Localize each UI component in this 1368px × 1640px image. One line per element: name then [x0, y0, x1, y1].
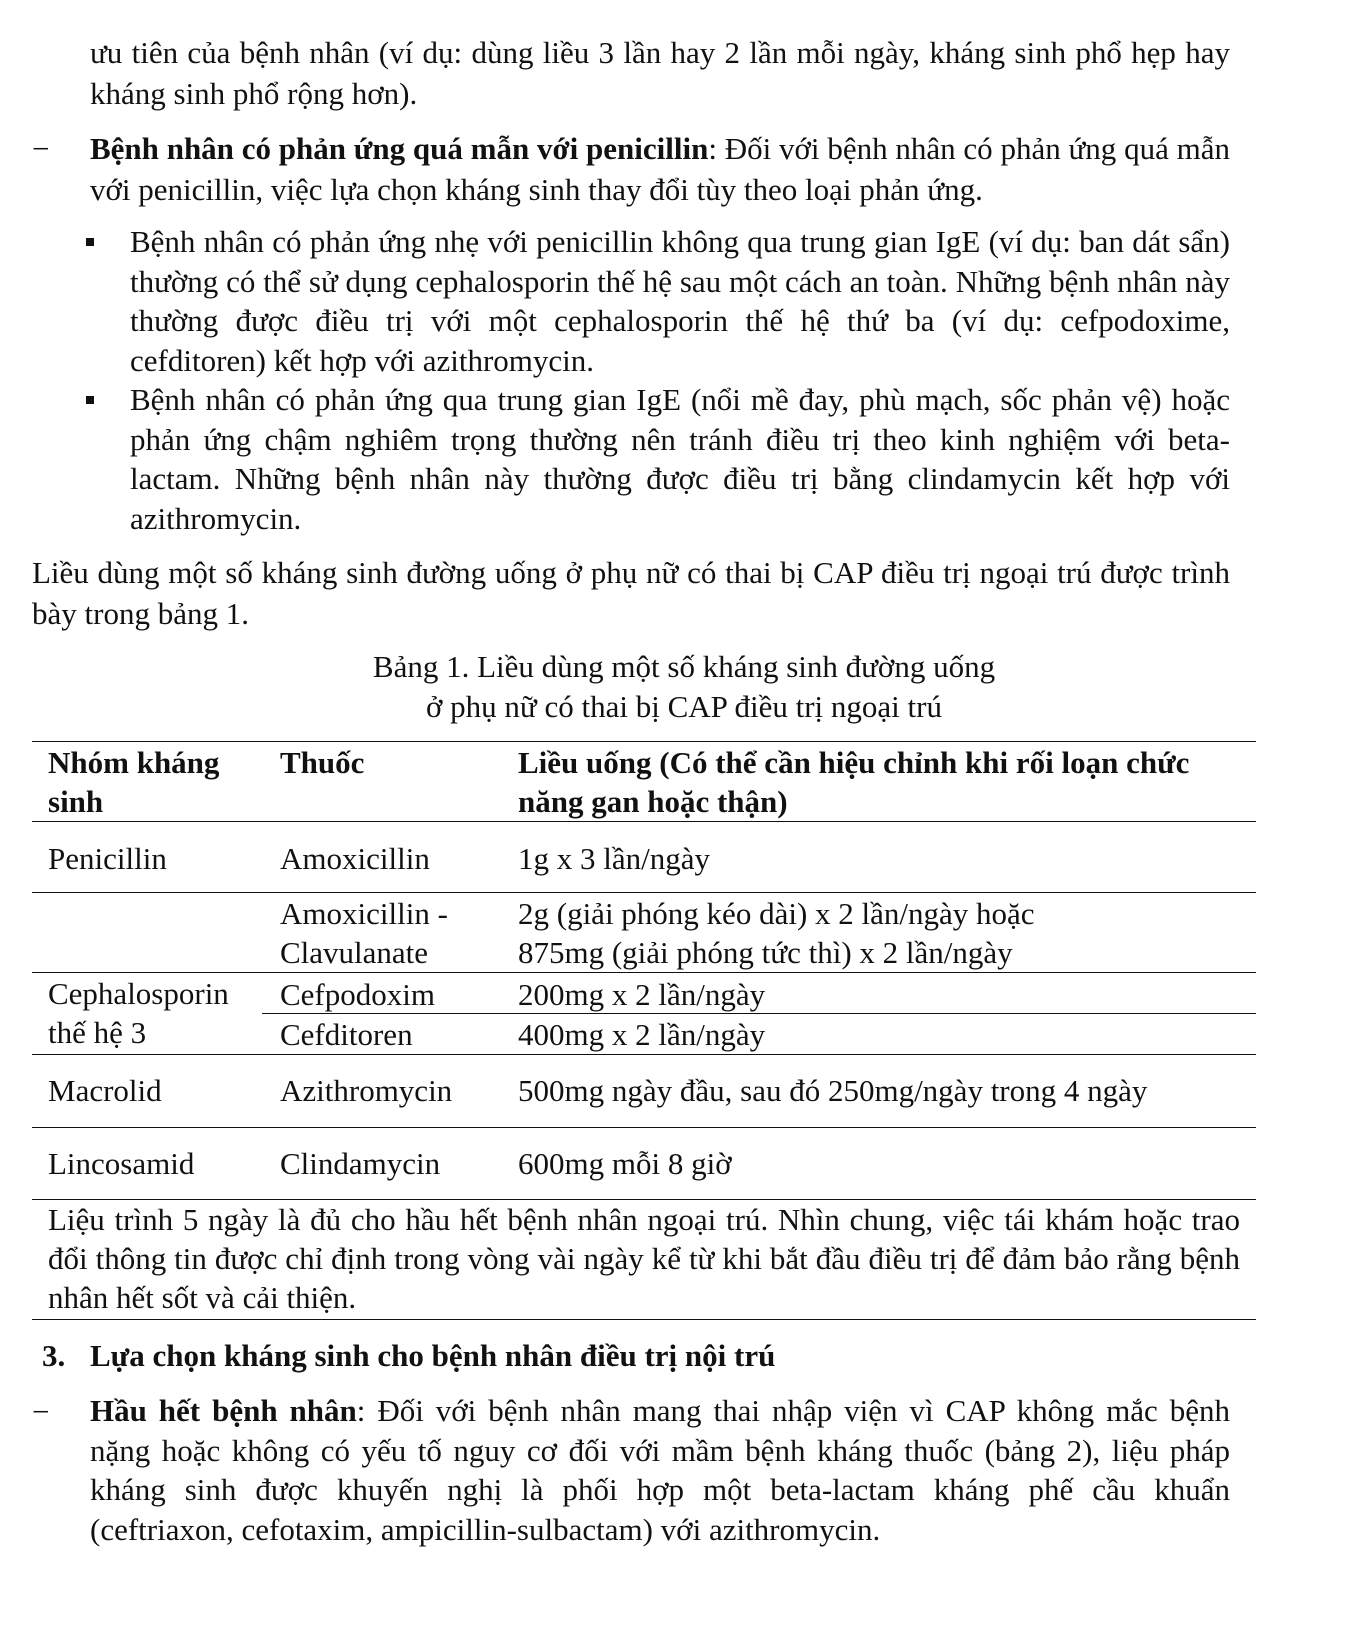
table-header-rule [32, 821, 1256, 822]
penicillin-allergy-paragraph [90, 128, 1230, 210]
most-patients-title: Hầu hết bệnh nhân [90, 1393, 357, 1428]
table-cell-group: Penicillin [48, 841, 167, 876]
table-cell-dose: 500mg ngày đầu, sau đó 250mg/ngày trong 4 ngày [518, 1073, 1148, 1108]
table-cell-drug: Cefditoren [280, 1017, 413, 1052]
table-caption-line1: Bảng 1. Liều dùng một số kháng sinh đường uống [372, 649, 996, 684]
intro-continuation: ưu tiên của bệnh nhân (ví dụ: dùng liều 3 lần hay 2 lần mỗi ngày, kháng sinh phổ hẹp hay kháng sinh phổ rộng hơn). [90, 35, 1230, 111]
table-cell-group: Lincosamid [48, 1146, 195, 1181]
table-cell-drug: Clindamycin [280, 1146, 441, 1181]
table-cell-drug: Azithromycin [280, 1073, 453, 1108]
dash-bullet: − [32, 1394, 50, 1429]
table-cell-group: Cephalosporin thế hệ 3 [48, 976, 229, 1050]
table-cell-drug: Cefpodoxim [280, 977, 435, 1012]
dosing-paragraph: Liều dùng một số kháng sinh đường uống ở phụ nữ có thai bị CAP điều trị ngoại trú được trình bày trong bảng 1. [32, 555, 1230, 631]
table-cell-dose: 400mg x 2 lần/ngày [518, 1017, 766, 1052]
section-heading: Lựa chọn kháng sinh cho bệnh nhân điều trị nội trú [90, 1338, 776, 1373]
sub-item-ige-reaction: Bệnh nhân có phản ứng qua trung gian IgE (nổi mề đay, phù mạch, sốc phản vệ) hoặc phản ứng chậm nghiêm trọng thường nên tránh điều trị theo kinh nghiệm với beta-lactam. Những bệnh nhân này thường được điều trị bằng clindamycin kết hợp với azithromycin. [130, 382, 1230, 536]
table-row-rule [32, 972, 1256, 973]
penicillin-allergy-title: Bệnh nhân có phản ứng quá mẫn với penicillin [90, 131, 709, 166]
table-top-rule [32, 741, 1256, 742]
dash-bullet: − [32, 131, 50, 166]
table-cell-dose: 200mg x 2 lần/ngày [518, 977, 766, 1012]
table-cell-dose: 600mg mỗi 8 giờ [518, 1146, 732, 1181]
most-patients-text: : Đối với bệnh nhân mang thai nhập viện vì CAP không mắc bệnh nặng hoặc không có yếu tố nguy cơ đối với mầm bệnh kháng thuốc (bảng 2), liệu pháp kháng sinh được khuyến nghị là phối hợp một beta-lactam kháng phế cầu khuẩn (ceftriaxon, cefotaxim, ampicillin-sulbactam) với azithromycin. [90, 1393, 1230, 1547]
square-bullet-icon [86, 396, 94, 404]
table-cell-drug: Amoxicillin [280, 841, 430, 876]
table-cell-dose: 1g x 3 lần/ngày [518, 841, 710, 876]
header-dose: Liều uống (Có thể cần hiệu chỉnh khi rối loạn chức năng gan hoặc thận) [518, 745, 1190, 819]
penicillin-allergy-text: : Đối với bệnh nhân có phản ứng quá mẫn với penicillin, việc lựa chọn kháng sinh thay đổi tùy theo loại phản ứng. [90, 131, 1230, 207]
table-cell-dose: 2g (giải phóng kéo dài) x 2 lần/ngày hoặc 875mg (giải phóng tức thì) x 2 lần/ngày [518, 896, 1035, 970]
header-group: Nhóm kháng sinh [48, 745, 220, 819]
table-row-rule [32, 1127, 1256, 1128]
most-patients-paragraph [90, 1391, 1230, 1549]
header-drug: Thuốc [280, 745, 365, 780]
square-bullet-icon [86, 238, 94, 246]
table-row-rule [32, 892, 1256, 893]
table-cell-group: Macrolid [48, 1073, 162, 1108]
table-footnote: Liệu trình 5 ngày là đủ cho hầu hết bệnh nhân ngoại trú. Nhìn chung, việc tái khám hoặc trao đổi thông tin được chỉ định trong vòng vài ngày kể từ khi bắt đầu điều trị để đảm bảo rằng bệnh nhân hết sốt và cải thiện. [48, 1202, 1240, 1315]
section-number: 3. [42, 1338, 66, 1373]
table-caption-line2: ở phụ nữ có thai bị CAP điều trị ngoại trú [426, 689, 942, 724]
table-bottom-rule [32, 1319, 1256, 1320]
table-cell-drug: Amoxicillin - Clavulanate [280, 896, 448, 970]
sub-item-mild-reaction: Bệnh nhân có phản ứng nhẹ với penicillin không qua trung gian IgE (ví dụ: ban dát sẩn) thường có thể sử dụng cephalosporin thế hệ sau một cách an toàn. Những bệnh nhân này thường được điều trị với một cephalosporin thế hệ thứ ba (ví dụ: cefpodoxime, cefditoren) kết hợp với azithromycin. [130, 224, 1230, 378]
